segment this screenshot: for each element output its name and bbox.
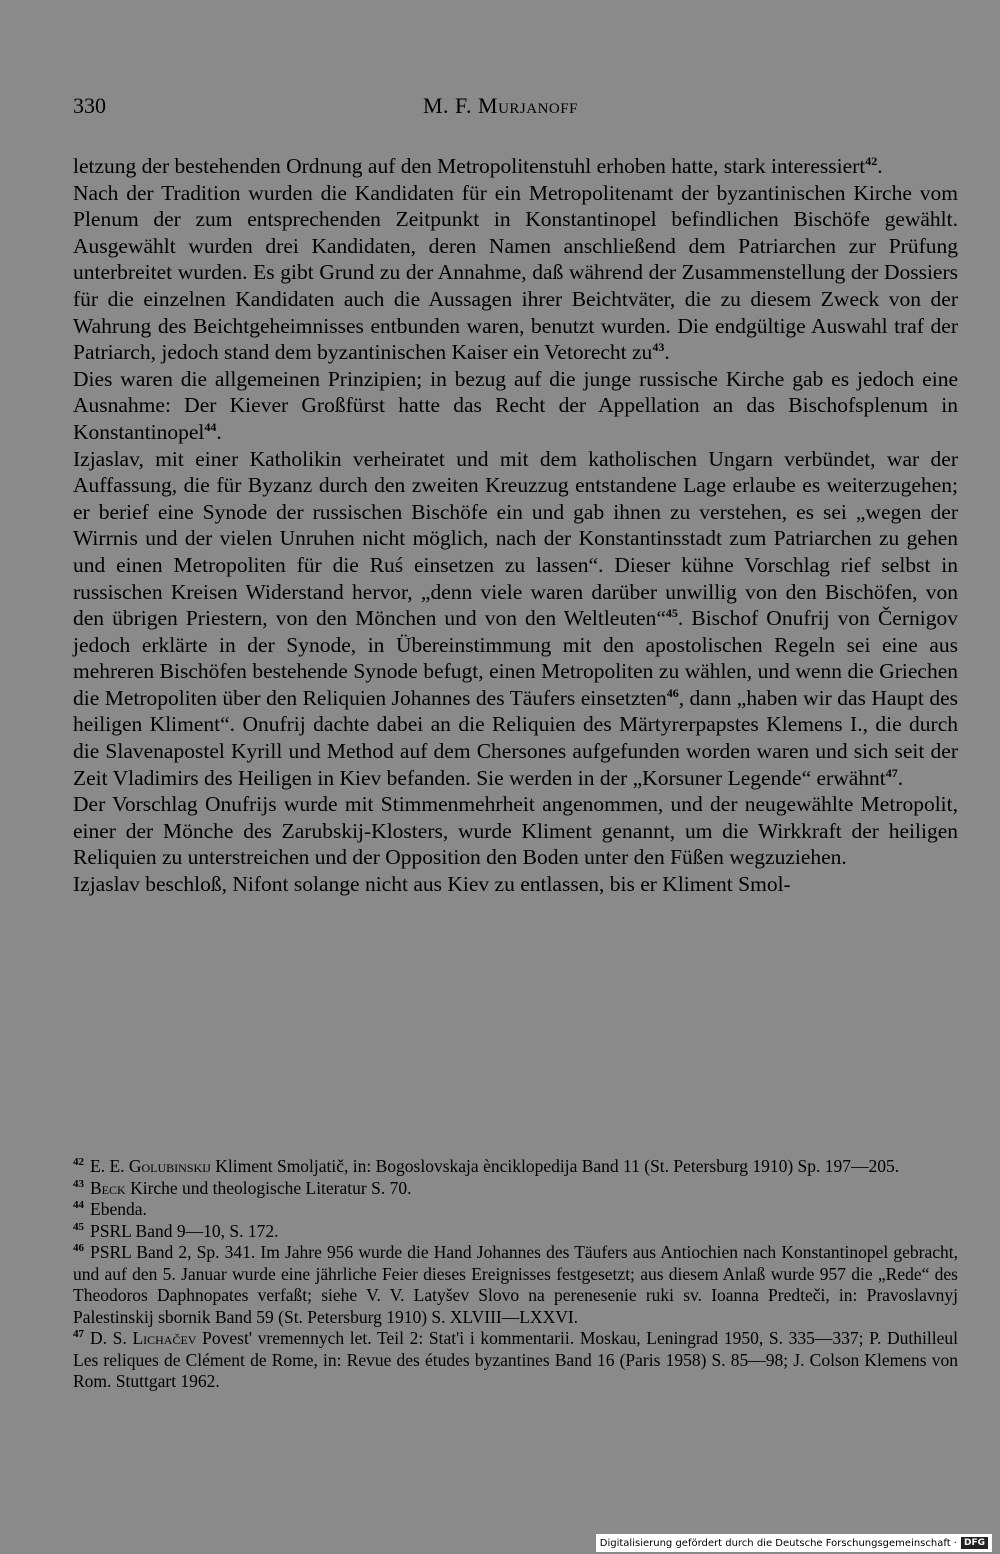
page-header — [73, 93, 958, 123]
footnotes — [73, 1156, 958, 1393]
body-text — [73, 153, 958, 898]
paragraph-6: Izjaslav beschloß, Nifont solange nicht aus Kiev zu entlassen, bis er Kliment Smol- — [73, 872, 791, 897]
running-head: M. F. Murjanoff — [423, 93, 578, 118]
dfg-logo-icon: DFG — [961, 1537, 988, 1549]
footer-text: Digitalisierung gefördert durch die Deutsche Forschungsgemeinschaft · — [599, 1537, 957, 1549]
page-number: 330 — [73, 93, 106, 118]
footnote-44: $^{44}$ Ebenda. — [73, 1199, 147, 1219]
footnote-ref[interactable]: 46 — [666, 685, 679, 700]
footnote-ref[interactable]: 47 — [885, 765, 898, 780]
paragraph-5: Der Vorschlag Onufrijs wurde mit Stimmenmehrheit angenommen, und der neugewählte Metropolit, einer der Mönche des Zarubskij-Klosters, wurde Kliment genannt, um die Wirkkraft der heiligen Reliquien zu unterstreichen und der Opposition den Boden unter den Füßen wegzuziehen. — [73, 792, 958, 870]
footnote-ref[interactable]: 45 — [665, 605, 678, 620]
footnote-46: $^{46}$ PSRL Band 2, Sp. 341. Im Jahre 956 wurde die Hand Johannes des Täufers aus Antiochien nach Konstantinopel gebracht, und auf den 5. Januar wurde eine jährliche Feier dieses Ereignisses festgesetzt; aus diesem Anlaß wurde 957 die „Rede“ des Theodoros Daphnopates verfaßt; siehe V. V. Latyšev Slovo na perenesenie ruki sv. Ioanna Predteči, in: Pravoslavnyj Palestinskij sbornik Band 59 (St. Petersburg 1910) S. XLVIII—LXXVI. — [73, 1242, 958, 1327]
footnote-42: $^{42}$ E. E. Golubinskij Kliment Smoljatič, in: Bogoslovskaja ènciklopedija Band 11 (St. Petersburg 1910) Sp. 197—205. — [73, 1156, 900, 1176]
footnote-43: $^{43}$ Beck Kirche und theologische Literatur S. 70. — [73, 1177, 412, 1198]
paragraph-4: Izjaslav, mit einer Katholikin verheiratet und mit dem katholischen Ungarn verbündet, war der Auffassung, die für Byzanz durch den zweiten Kreuzzug entstandene Lage erlaube es weiterzugehen; er berief eine Synode der russischen Bischöfe ein und gab ihnen zu verstehen, es sei „wegen der Wirrnis und der vielen Unruhen nicht möglich, nach der Konstantinsstadt zum Patriarchen zu gehen und einen Metropoliten für die Ruś einsetzen zu lassen“. Dieser kühne Vorschlag rief selbst in russischen Kreisen Widerstand hervor, „denn viele waren darüber unwillig von den Bischöfen, von den übrigen Priestern, von den Mönchen und von den Weltleuten“$^{45}$. Bischof Onufrij von Černigov jedoch erklärte in der Synode, in Übereinstimmung mit den apostolischen Regeln sei eine aus mehreren Bischöfen bestehende Synode befugt, einen Metropoliten zu wählen, und wenn die Griechen die Metropoliten über den Reliquien Johannes des Täufers einsetzten$^{46}$, dann „haben wir das Haupt des heiligen Kliment“. Onufrij dachte dabei an die Reliquien des Märtyrerpapstes Klemens I., die durch die Slavenapostel Kyrill und Method auf dem Chersones aufgefunden worden waren und sich seit der Zeit Vladimirs des Heiligen in Kiev befanden. Sie werden in der „Korsuner Legende“ erwähnt$^{47}$. — [73, 446, 958, 790]
footnote-47: $^{47}$ D. S. Lichačev Povest' vremennych let. Teil 2: Stat'i i kommentarii. Moskau, Leningrad 1950, S. 335—337; P. Duthilleul Les reliques de Clément de Rome, in: Revue des études byzantines Band 16 (Paris 1958) S. 85—98; J. Colson Klemens von Rom. Stuttgart 1962. — [73, 1328, 958, 1391]
footnote-45: $^{45}$ PSRL Band 9—10, S. 172. — [73, 1220, 279, 1241]
footnote-ref[interactable]: 44 — [204, 419, 217, 434]
paragraph-2: Nach der Tradition wurden die Kandidaten für ein Metropolitenamt der byzantinischen Kirche vom Plenum der zum entsprechenden Zeitpunkt in Konstantinopel befindlichen Bischöfe gewählt. Ausgewählt wurden drei Kandidaten, deren Namen anschließend dem Patriarchen zur Prüfung unterbreitet wurden. Es gibt Grund zu der Annahme, daß während der Zusammenstellung der Dossiers für die einzelnen Kandidaten auch die Aussagen ihrer Beichtväter, die zu diesem Zweck von der Wahrung des Beichtgeheimnisses entbunden waren, benutzt wurden. Die endgültige Auswahl traf der Patriarch, jedoch stand dem byzantinischen Kaiser ein Vetorecht $zu^{43}$. — [73, 180, 958, 365]
footnote-ref[interactable]: 43 — [652, 340, 665, 354]
digitization-footer — [596, 1534, 992, 1552]
paragraph-1: letzung der bestehenden Ordnung auf den Metropolitenstuhl erhoben hatte, stark interessiert$^{42}$. — [73, 153, 883, 178]
footnote-ref[interactable]: 42 — [865, 153, 878, 168]
paragraph-3: Dies waren die allgemeinen Prinzipien; in bezug auf die junge russische Kirche gab es jedoch eine Ausnahme: Der Kiever Großfürst hatte das Recht der Appellation an das Bischofsplenum in Konstantinopel$^{44}$. — [73, 366, 958, 444]
